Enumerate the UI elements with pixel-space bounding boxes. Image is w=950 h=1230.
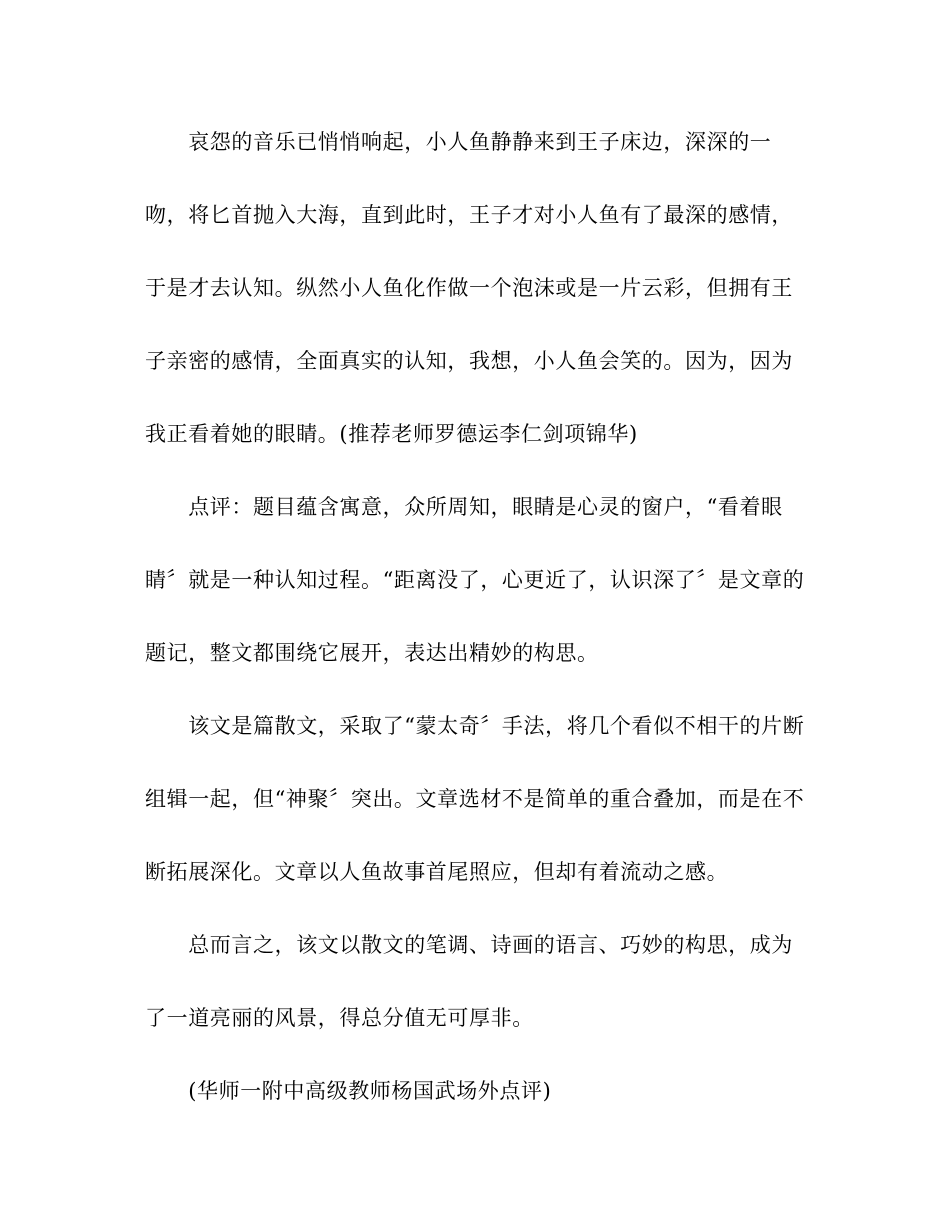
text-line: 点评：题目蕴含寓意，众所周知，眼睛是心灵的窗户，“看着眼 [145,495,783,519]
text-line: 组辑一起，但“神聚〞突出。文章选材不是简单的重合叠加，而是在不 [145,787,805,811]
text-line: (华师一附中高级教师杨国武场外点评) [145,1079,552,1103]
text-line: 了一道亮丽的风景，得总分值无可厚非。 [145,1006,534,1030]
text-line: 我正看着她的眼睛。(推荐老师罗德运李仁剑项锦华) [145,422,638,446]
text-line: 于是才去认知。纵然小人鱼化作做一个泡沫或是一片云彩，但拥有王 [145,276,793,300]
text-line: 哀怨的音乐已悄悄响起，小人鱼静静来到王子床边，深深的一 [145,130,772,154]
text-line: 题记，整文都围绕它展开，表达出精妙的构思。 [145,641,599,665]
text-line: 总而言之，该文以散文的笔调、诗画的语言、巧妙的构思，成为 [145,933,793,957]
text-line: 子亲密的感情，全面真实的认知，我想，小人鱼会笑的。因为，因为 [145,349,793,373]
text-line: 睛〞就是一种认知过程。“距离没了，心更近了，认识深了〞是文章的 [145,568,805,592]
text-line: 该文是篇散文，采取了“蒙太奇〞手法，将几个看似不相干的片断 [145,714,805,738]
text-line: 吻，将匕首抛入大海，直到此时，王子才对小人鱼有了最深的感情， [145,203,793,227]
text-line: 断拓展深化。文章以人鱼故事首尾照应，但却有着流动之感。 [145,860,729,884]
